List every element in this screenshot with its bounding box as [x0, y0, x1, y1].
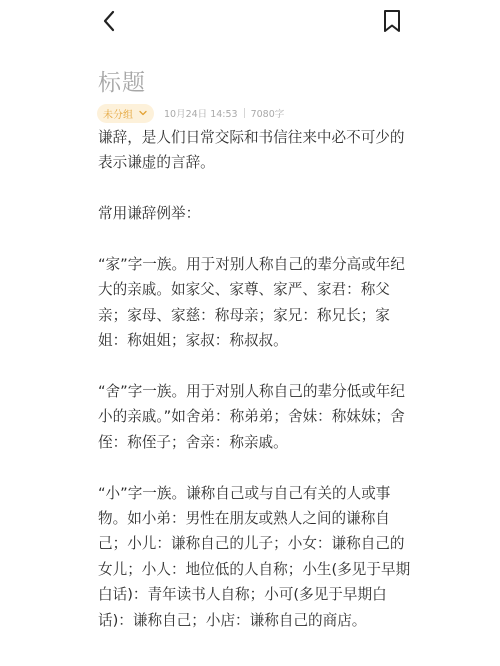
meta-divider — [244, 108, 245, 118]
group-selector[interactable] — [97, 104, 154, 123]
note-meta — [97, 103, 284, 123]
bookmark-icon — [377, 6, 407, 36]
word-count: 7080字 — [250, 109, 285, 120]
body-paragraph: “小”字一族。谦称自己或与自己有关的人或事物。如小弟：男性在朋友或熟人之间的谦称自己；小儿：谦称自己的儿子；小女：谦称自己的女儿；小人：地位低的人自称；小生(多见于早期白话)：青年读书人自称；小可(多见于早期白话)：谦称自己；小店：谦称自己的商店。 — [98, 484, 411, 629]
body-paragraph: “家”字一族。用于对别人称自己的辈分高或年纪大的亲戚。如家父、家尊、家严、家君：称父亲；家母、家慈：称母亲；家兄：称兄长；家姐：称姐姐；家叔：称叔叔。 — [98, 256, 405, 350]
bookmark-button[interactable] — [377, 6, 407, 36]
top-toolbar — [0, 0, 500, 44]
back-button[interactable] — [95, 6, 125, 36]
body-paragraph: 常用谦辞例举： — [98, 205, 201, 223]
group-label: 未分组 — [103, 109, 133, 121]
chevron-down-icon — [138, 108, 148, 118]
body-paragraph: 谦辞，是人们日常交际和书信往来中必不可少的表示谦虚的言辞。 — [98, 129, 405, 172]
note-datetime: 10月24日 14:53 — [164, 109, 238, 120]
note-body[interactable] — [98, 125, 416, 633]
chevron-left-icon — [95, 6, 125, 36]
note-title[interactable]: 标题 — [98, 70, 146, 96]
body-paragraph: “舍”字一族。用于对别人称自己的辈分低或年纪小的亲戚。”如舍弟：称弟弟；舍妹：称妹妹；舍侄：称侄子；舍亲：称亲戚。 — [98, 383, 405, 451]
